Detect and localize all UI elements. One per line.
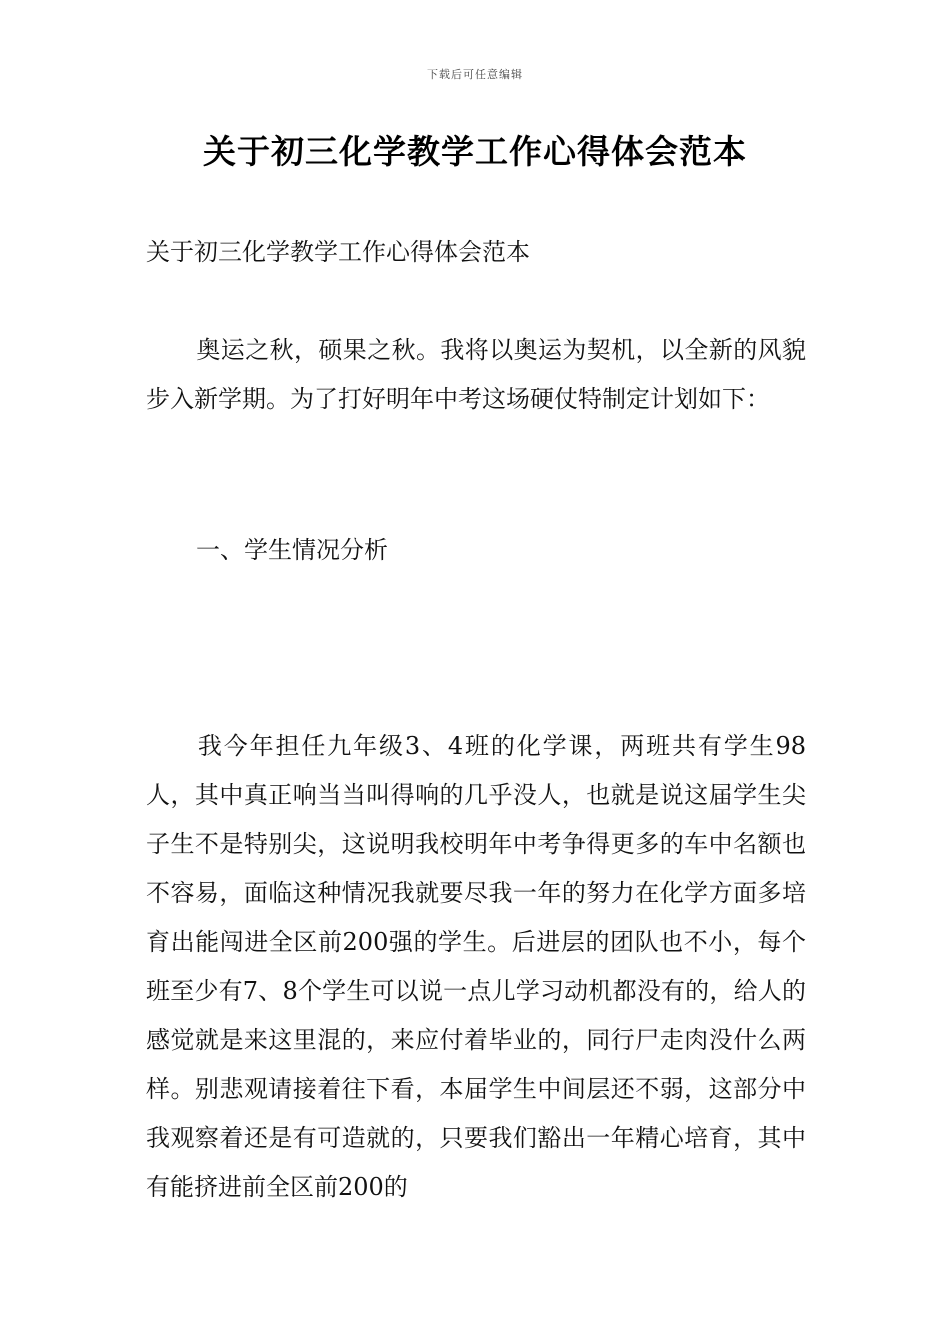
intro-text: 奥运之秋，硕果之秋。我将以奥运为契机，以全新的风貌步入新学期。为了打好明年中考这场硬仗特制定计划如下：	[146, 336, 806, 413]
document-subtitle: 关于初三化学教学工作心得体会范本	[146, 238, 530, 266]
page-header-note: 下载后可任意编辑	[427, 68, 523, 81]
document-title: 关于初三化学教学工作心得体会范本	[203, 132, 747, 171]
body-text: 我今年担任九年级3、4班的化学课，两班共有学生98人，其中真正响当当叫得响的几乎没人，也就是说这届学生尖子生不是特别尖，这说明我校明年中考争得更多的车中名额也不容易，面临这种情况我就要尽我一年的努力在化学方面多培育出能闯进全区前200强的学生。后进层的团队也不小，每个班至少有7、8个学生可以说一点儿学习动机都没有的，给人的感觉就是来这里混的，来应付着毕业的，同行尸走肉没什么两样。别悲观请接着往下看，本届学生中间层还不弱，这部分中我观察着还是有可造就的，只要我们豁出一年精心培育，其中有能挤进前全区前200的	[146, 732, 806, 1201]
section-heading: 一、学生情况分析	[196, 536, 388, 564]
body-paragraph	[146, 722, 806, 1212]
intro-paragraph	[146, 326, 806, 424]
